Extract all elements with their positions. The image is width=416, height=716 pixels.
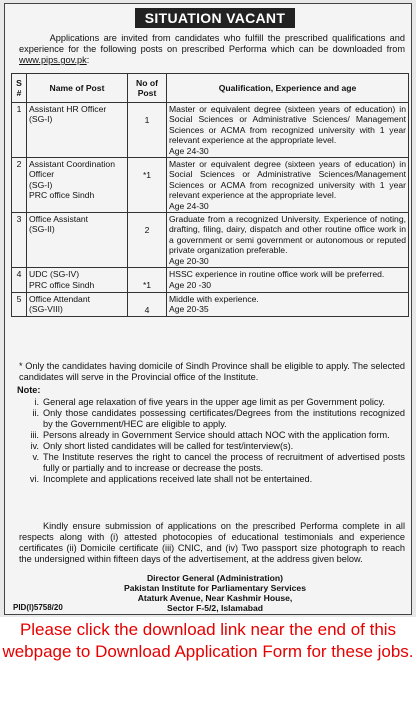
list-item xyxy=(17,474,405,485)
row-count: 4 xyxy=(128,292,167,316)
note-text: Only short listed candidates will be called for test/interview(s). xyxy=(43,441,294,451)
pid-code: PID(I)5758/20 xyxy=(13,603,63,612)
age-limit: Age 24-30 xyxy=(169,200,209,211)
qualification-text: Graduate from a recognized University. Experience of noting, drafting, filing, dairy, dispatch and other routine office work in a government or semi government or autonomous or reputed private organization preferable. xyxy=(169,214,406,256)
row-qualification xyxy=(167,158,409,213)
note-number: i. xyxy=(34,397,39,407)
row-qualification xyxy=(167,103,409,158)
note-number: v. xyxy=(32,452,39,462)
notes-list xyxy=(17,397,405,485)
col-header-sn: S # xyxy=(12,74,27,103)
post-name: Office Attendant xyxy=(29,293,90,304)
row-count: 2 xyxy=(128,213,167,268)
job-advertisement xyxy=(4,3,412,615)
website-link[interactable]: www.pips.gov.pk xyxy=(19,55,87,65)
age-limit: Age 20 -30 xyxy=(169,279,212,290)
row-count: *1 xyxy=(128,158,167,213)
table-row xyxy=(12,103,409,158)
note-text: Incomplete and applications received late shall not be entertained. xyxy=(43,474,313,484)
contact-address xyxy=(65,573,365,613)
age-limit: Age 20-30 xyxy=(169,255,209,266)
row-sn: 3 xyxy=(12,213,27,268)
post-office: PRC office Sindh xyxy=(29,190,95,201)
post-grade: (SG-I) xyxy=(29,179,53,190)
post-name: Office Assistant xyxy=(29,214,89,225)
address-line-org: Pakistan Institute for Parliamentary Services xyxy=(124,583,306,593)
post-grade: (SG-II) xyxy=(29,224,55,235)
row-sn: 5 xyxy=(12,292,27,316)
post-office: PRC office Sindh xyxy=(29,279,95,290)
qualification-text: HSSC experience in routine office work will be preferred. xyxy=(169,269,385,280)
row-sn: 1 xyxy=(12,103,27,158)
qualification-text: Middle with experience. xyxy=(169,293,259,304)
row-qualification xyxy=(167,292,409,316)
note-text: Persons already in Government Service should attach NOC with the application form. xyxy=(43,430,390,440)
post-grade: (SG-I) xyxy=(29,114,53,125)
ad-title: SITUATION VACANT xyxy=(135,8,295,28)
row-sn: 4 xyxy=(12,268,27,292)
col-header-post: Name of Post xyxy=(27,74,128,103)
note-number: vi. xyxy=(29,474,39,484)
list-item xyxy=(17,452,405,474)
download-notice: Please click the download link near the end of this webpage to Download Application Form for these jobs. xyxy=(0,617,416,716)
note-text: Only those candidates possessing certificates/Degrees from the institutions recognized by the Government/HEC are eligible to apply. xyxy=(43,408,405,429)
address-line-sector: Sector F-5/2, Islamabad xyxy=(167,603,263,613)
note-number: ii. xyxy=(32,408,39,418)
row-count: 1 xyxy=(128,103,167,158)
table-header-row xyxy=(12,74,409,103)
intro-suffix: : xyxy=(86,55,90,65)
row-post xyxy=(27,103,128,158)
submission-instructions: Kindly ensure submission of applications on the prescribed Performa complete in all respects along with (i) attested photocopies of educational testimonials and experience certificates (ii) Domicile certificate (iii) CNIC, and (iv) Two passport size photograph to reach the undersigned within fifteen days of the advertisement, at the address given below. xyxy=(19,521,405,564)
list-item xyxy=(17,430,405,441)
row-qualification xyxy=(167,213,409,268)
row-post xyxy=(27,292,128,316)
note-text: The Institute reserves the right to cancel the process of recruitment of advertised posts fully or partially and to increase or decrease the posts. xyxy=(43,452,405,473)
table-row xyxy=(12,213,409,268)
post-name: UDC (SG-IV) xyxy=(29,269,80,280)
intro-paragraph xyxy=(19,33,405,66)
table-row xyxy=(12,268,409,292)
list-item xyxy=(17,408,405,430)
row-qualification xyxy=(167,268,409,292)
intro-text: Applications are invited from candidates who fulfill the prescribed qualifications and experience for the following posts on prescribed Performa which can be downloaded from xyxy=(19,33,406,54)
table-row xyxy=(12,158,409,213)
notes-heading: Note: xyxy=(17,385,41,395)
address-line-title: Director General (Administration) xyxy=(146,573,284,583)
row-post xyxy=(27,268,128,292)
address-line-street: Ataturk Avenue, Near Kashmir House, xyxy=(137,593,293,603)
post-name: Assistant HR Officer xyxy=(29,104,107,114)
row-post xyxy=(27,158,128,213)
post-grade: (SG-VIII) xyxy=(29,303,63,314)
col-header-count: No of Post xyxy=(128,74,167,103)
note-number: iv. xyxy=(30,441,39,451)
list-item xyxy=(17,441,405,452)
qualification-text: Master or equivalent degree (sixteen years of education) in Social Sciences or Administrative Sciences/Management Sciences or ACMA from recognized university with 1 year relevant experience at the appropriate level. xyxy=(169,159,406,201)
age-limit: Age 20-35 xyxy=(169,303,209,314)
note-number: iii. xyxy=(30,430,39,440)
note-text: General age relaxation of five years in the upper age limit as per Government policy. xyxy=(43,397,385,407)
age-limit: Age 24-30 xyxy=(169,145,209,156)
list-item xyxy=(17,397,405,408)
table-row xyxy=(12,292,409,316)
col-header-qualification: Qualification, Experience and age xyxy=(167,74,409,103)
domicile-note: * Only the candidates having domicile of Sindh Province shall be eligible to apply. The selected candidates will serve in the Provincial office of the Institute. xyxy=(19,361,405,382)
post-name: Assistant Coordination Officer xyxy=(29,159,115,180)
posts-table xyxy=(11,73,409,317)
row-sn: 2 xyxy=(12,158,27,213)
row-count: *1 xyxy=(128,268,167,292)
row-post xyxy=(27,213,128,268)
qualification-text: Master or equivalent degree (sixteen years of education) in Social Sciences or Administrative Sciences/ Management Sciences or ACMA from recognized university with 1 year relevant experience at the appropriate level. xyxy=(169,104,406,146)
